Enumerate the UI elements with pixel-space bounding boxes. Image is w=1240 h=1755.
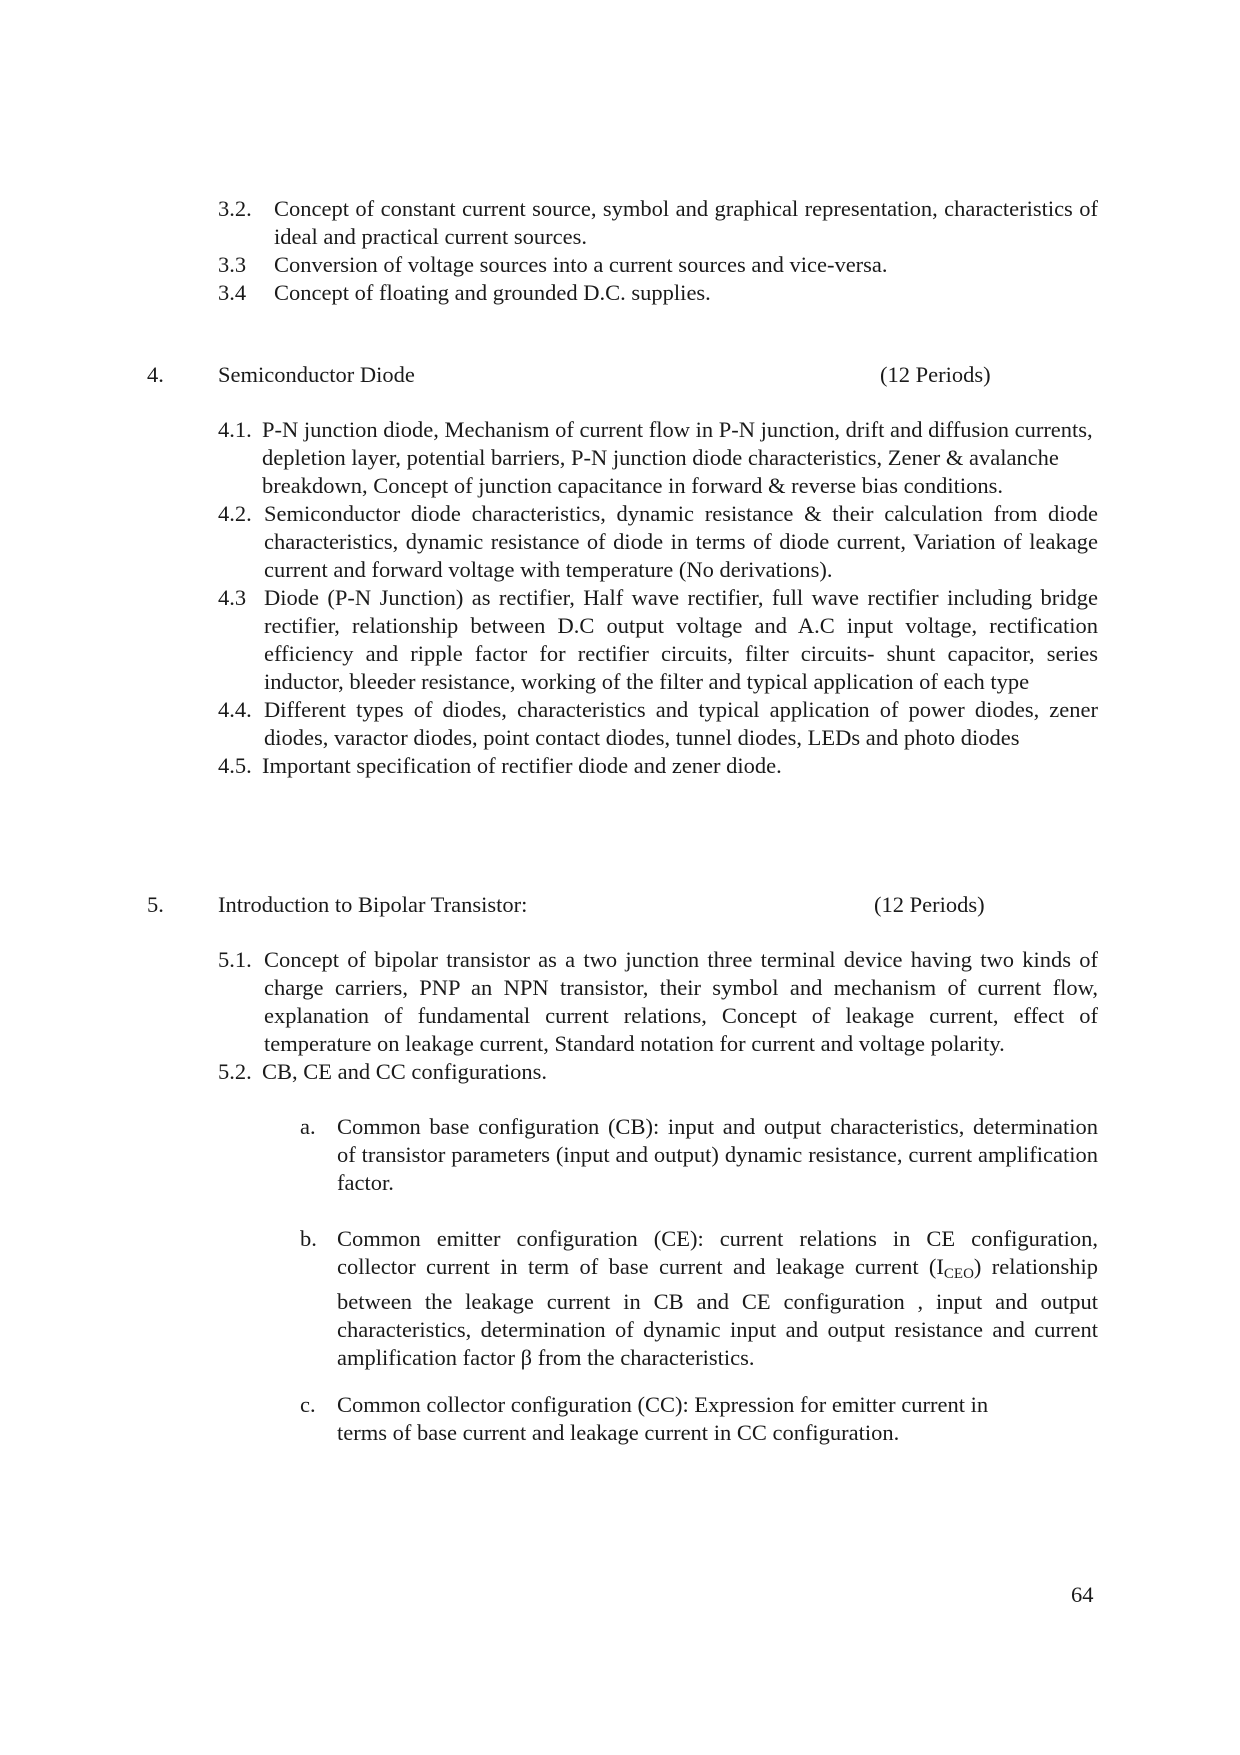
sub-item-text-part1: Common emitter configuration (CE): current relations in CE configuration, collector current in term of base current and leakage current (I [337,1226,1098,1279]
item-number: 3.4 [218,280,247,305]
item-number: 4.3 [218,585,247,610]
section-4-periods: (12 Periods) [880,362,991,387]
list-item [218,752,1098,780]
list-item [218,251,1098,279]
item-text: Different types of diodes, characteristics and typical application of power diodes, zener diodes, varactor diodes, point contact diodes, tunnel diodes, LEDs and photo diodes [264,697,1098,750]
item-number: 3.3 [218,252,247,277]
list-item [218,279,1098,307]
item-text: P-N junction diode, Mechanism of current flow in P-N junction, drift and diffusion currents, depletion layer, potential barriers, P-N junction diode characteristics, Zener & avalanche breakdown, Concept of junction capacitance in forward & reverse bias conditions. [262,417,1093,498]
item-number: 4.1. [218,417,252,442]
sub-item-text [337,1225,1098,1372]
item-number: 4.4. [218,697,252,722]
item-text: Semiconductor diode characteristics, dynamic resistance & their calculation from diode characteristics, dynamic resistance of diode in terms of diode current, Variation of leakage current and forward voltage with temperature (No derivations). [264,501,1098,582]
list-item [218,696,1098,752]
subscript: CEO [943,1266,974,1282]
item-number: 4.5. [218,753,252,778]
section-3-items [218,195,1098,307]
section-5-periods: (12 Periods) [874,892,985,917]
sub-item-label: b. [300,1226,317,1251]
list-item [218,500,1098,584]
item-text: Conversion of voltage sources into a current sources and vice-versa. [274,252,888,277]
section-4-items [218,416,1098,780]
item-text: Concept of floating and grounded D.C. supplies. [274,280,711,305]
section-5-number: 5. [147,892,164,917]
sub-item-b [300,1225,1098,1372]
item-text: Diode (P-N Junction) as rectifier, Half wave rectifier, full wave rectifier including bridge rectifier, relationship between D.C output voltage and A.C input voltage, rectification efficiency and ripple factor for rectifier circuits, filter circuits- shunt capacitor, series inductor, bleeder resistance, working of the filter and typical application of each type [264,585,1098,694]
item-text: Important specification of rectifier diode and zener diode. [262,753,782,778]
sub-item-label: c. [300,1392,316,1417]
sub-item-text-part2: ) relationship between the leakage current in CB and CE configuration , input and output characteristics, determination of dynamic input and output resistance and current amplification factor β from the characteristics. [337,1254,1098,1370]
item-number: 4.2. [218,501,252,526]
list-item [218,1058,1098,1086]
section-5-title: Introduction to Bipolar Transistor: [218,892,528,917]
section-5-items [218,946,1098,1086]
list-item [218,416,1098,500]
page-number: 64 [1071,1582,1094,1607]
item-text: Concept of constant current source, symbol and graphical representation, characteristics of ideal and practical current sources. [274,196,1098,249]
sub-item-text: Common collector configuration (CC): Expression for emitter current in terms of base current and leakage current in CC configuration. [337,1392,989,1445]
item-text: Concept of bipolar transistor as a two junction three terminal device having two kinds of charge carriers, PNP an NPN transistor, their symbol and mechanism of current flow, explanation of fundamental current relations, Concept of leakage current, effect of temperature on leakage current, Standard notation for current and voltage polarity. [264,947,1098,1056]
sub-item-text: Common base configuration (CB): input and output characteristics, determination of transistor parameters (input and output) dynamic resistance, current amplification factor. [337,1114,1098,1195]
section-4-title: Semiconductor Diode [218,362,415,387]
sub-item-a [300,1113,1098,1197]
item-number: 5.1. [218,947,252,972]
list-item [218,584,1098,696]
section-4-number: 4. [147,362,164,387]
list-item [218,195,1098,251]
sub-item-c [300,1391,1098,1447]
list-item [218,946,1098,1058]
item-text: CB, CE and CC configurations. [262,1059,547,1084]
item-number: 5.2. [218,1059,252,1084]
sub-item-label: a. [300,1114,316,1139]
item-number: 3.2. [218,196,252,221]
